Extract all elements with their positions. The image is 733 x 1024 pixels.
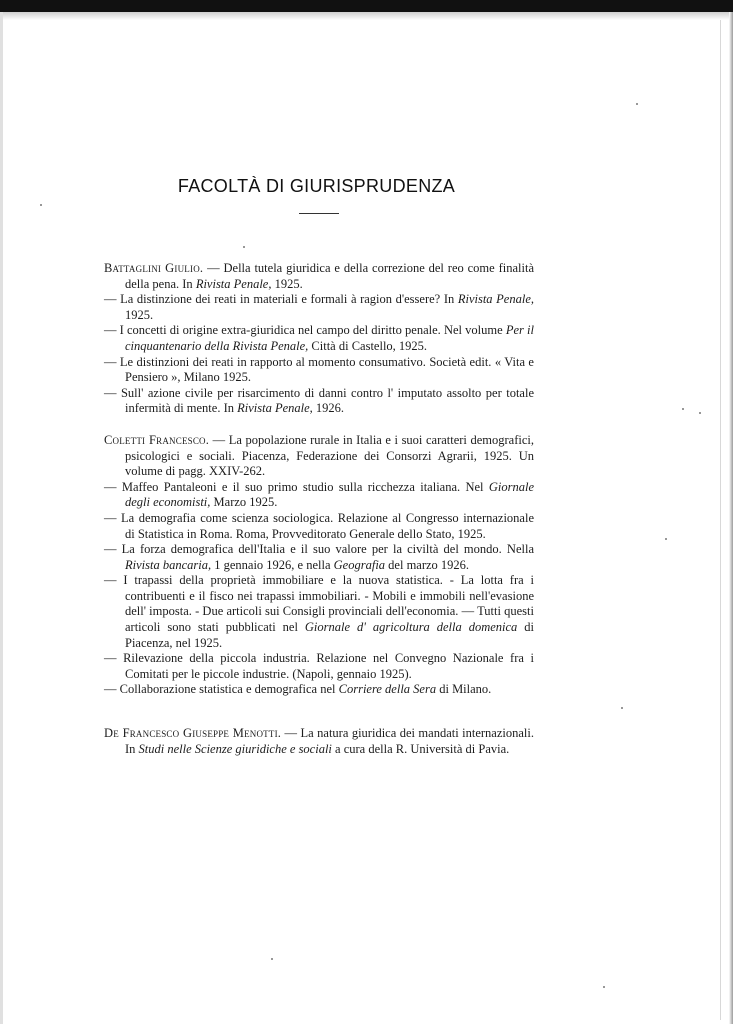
citation-text: 1926. [312,401,345,416]
citation-text: — La distinzione dei reati in materiali e formali à ragion d'essere? In [104,292,458,307]
citation-text: di Milano. [436,682,492,697]
publication-title: Giornale d' agricoltura della domenica [304,620,518,635]
citation-text: — Le distinzioni dei reati in rapporto al momento consumativo. Società edit. « Vita e Pensiero », Milano 1925. [104,354,534,385]
author-name: Battaglini Giulio. [104,261,204,275]
scan-speck [621,707,623,709]
page-title: FACOLTÀ DI GIURISPRUDENZA [177,176,456,196]
work-entry [104,323,534,354]
scan-top-border [0,0,733,12]
citation-text: a cura della R. Università di Pavia. [331,741,510,756]
citation-text: — Collaborazione statistica e demografica nel [104,682,339,697]
citation-text: 1 gennaio 1926, e nella [211,557,334,572]
publication-title: Rivista Penale, [457,292,534,307]
publication-title: Studi nelle Scienze giuridiche e sociali [138,741,332,756]
work-entry [104,573,534,651]
scan-top-shadow [0,12,733,20]
work-entry [104,542,534,573]
citation-text: Città di Castello, 1925. [308,338,428,353]
publication-title: Geografia [333,557,386,572]
citation-text: 1925. [125,307,154,322]
publication-title: Rivista Penale, [237,401,313,416]
citation-text: — I trapassi della proprietà immobiliare e la nuova statistica. - La lotta fra i contribuenti e il fisco nei trapassi immobiliari. - Mobili e immobili nell'evasione dell' imposta. - Due articoli sui Consigli provinciali dell'economia. — Tutti questi articoli sono stati pubblicati nel [104,573,534,635]
author-name: Coletti Francesco. [104,432,210,447]
bibliography [104,261,534,757]
citation-text: — La forza demografica dell'Italia e il suo valore per la civiltà del mondo. Nella [104,542,534,557]
scan-right-edge [729,12,733,1024]
scan-speck [603,986,605,988]
publication-title: Rivista Penale, [195,276,272,291]
work-entry [104,682,534,698]
citation-text: — Maffeo Pantaleoni e il suo primo studio sulla ricchezza italiana. Nel [104,479,489,494]
citation-text: 1925. [271,276,303,291]
citation-text: di Piacenza, nel 1925. [125,620,534,650]
work-entry [104,480,534,511]
scan-speck [243,246,245,248]
author-entry [104,261,534,292]
publication-title: Per il cinquantenario della Rivista Penale, [125,323,534,353]
citation-text: — Rilevazione della piccola industria. Relazione nel Convegno Nazionale fra i Comitati per le piccole industrie. (Napoli, gennaio 1925). [104,651,534,681]
work-entry [104,386,534,417]
author-separator [104,698,534,726]
scan-speck [271,958,273,960]
citation-text: — Sull' azione civile per risarcimento di danni contro l' imputato assolto per totale infermità di mente. In [104,385,534,416]
citation-text: — La popolazione rurale in Italia e i suoi caratteri demografici, psicologici e sociali. Piacenza, Federazione dei Consorzi Agrarii, 1925. Un volume di pagg. XXIV-262. [125,432,534,479]
work-entry [104,651,534,682]
title-underline-rule [299,213,339,214]
publication-title: Rivista bancaria, [125,557,212,572]
scan-speck [636,103,638,105]
citation-text: — La demografia come scienza sociologica. Relazione al Congresso internazionale di Statistica in Roma. Roma, Provveditorato Generale dello Stato, 1925. [104,510,534,541]
scan-left-edge [0,12,3,1024]
scan-speck [682,408,684,410]
scan-speck [40,204,42,206]
citation-text: Marzo 1925. [210,495,278,510]
scan-speck [665,538,667,540]
work-entry [104,511,534,542]
citation-text: — La natura giuridica dei mandati internazionali. In [125,726,534,756]
author-entry [104,433,534,480]
publication-title: Corriere della Sera [338,682,437,697]
citation-text: — Della tutela giuridica e della correzione del reo come finalità della pena. In [125,261,534,291]
work-entry [104,292,534,323]
scan-page-fold [720,20,721,1020]
scan-speck [699,412,701,414]
author-name: De Francesco Giuseppe Menotti. [104,726,282,741]
author-separator [104,417,534,433]
author-entry [104,726,534,757]
citation-text: — I concetti di origine extra-giuridica nel campo del diritto penale. Nel volume [104,323,506,338]
work-entry [104,355,534,386]
citation-text: del marzo 1926. [385,557,470,572]
publication-title: Giornale degli economisti, [125,479,534,510]
